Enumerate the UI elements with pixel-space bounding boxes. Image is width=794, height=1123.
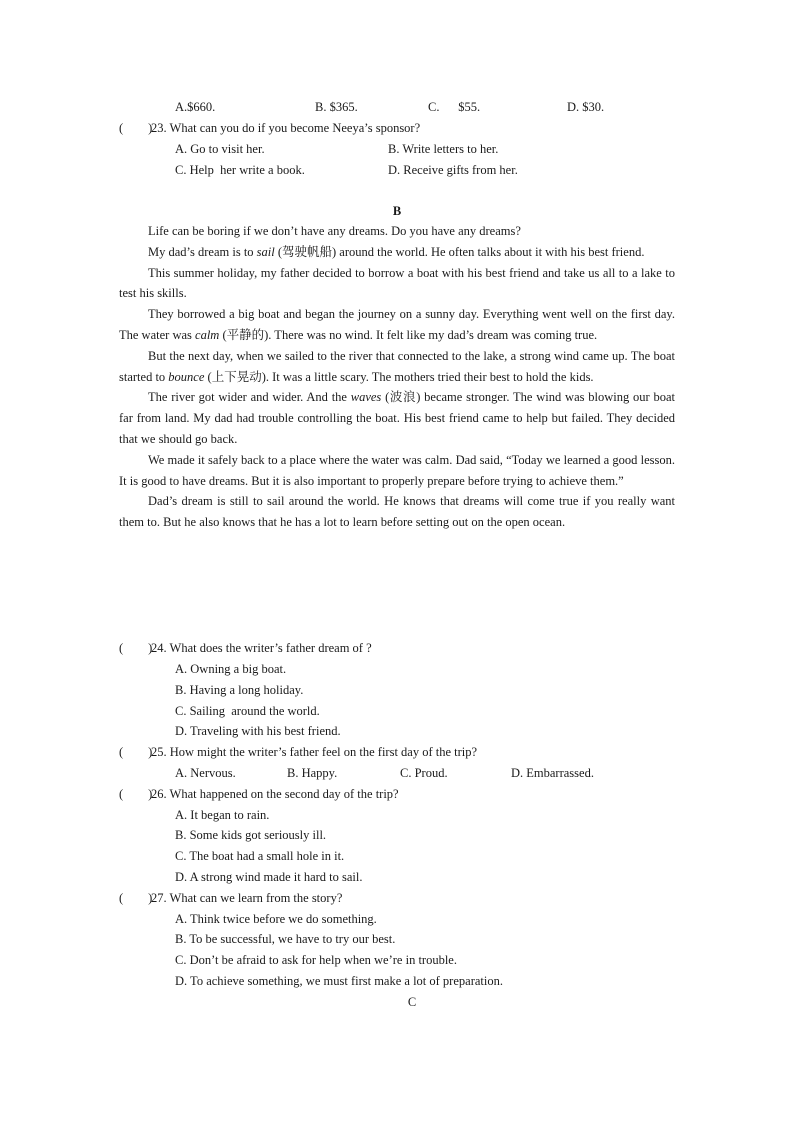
q22-option-b: B. $365. <box>315 100 358 114</box>
section-heading-b: B <box>392 204 402 218</box>
q22-option-c: C. $55. <box>428 100 481 114</box>
option-d: D. Receive gifts from her. <box>388 163 518 177</box>
paragraph: But the next day, when we sailed to the river that connected to the lake, a strong wind came up. The boat started to bounce (上下晃动). It was a little scary. The mothers tried their best to hold the kids. <box>119 348 675 384</box>
q22-option-d: D. $30. <box>567 100 605 114</box>
question-stem: 25. How might the writer’s father feel on the first day of the trip? <box>151 745 478 759</box>
option-d: D. Embarrassed. <box>511 766 594 780</box>
option-d: D. A strong wind made it hard to sail. <box>175 870 363 884</box>
option-c: C. Help her write a book. <box>175 163 305 177</box>
paragraph: The river got wider and wider. And the waves (波浪) became stronger. The wind was blowing our boat far from land. My dad had trouble controlling the boat. His best friend came to help but failed. They decided that we should go back. <box>119 390 675 446</box>
question-stem: 24. What does the writer’s father dream of ? <box>151 641 372 655</box>
question-stem: 26. What happened on the second day of the trip? <box>151 787 399 801</box>
option-d: D. To achieve something, we must first make a lot of preparation. <box>175 974 503 988</box>
option-c: C. Don’t be afraid to ask for help when we’re in trouble. <box>175 953 457 967</box>
option-d: D. Traveling with his best friend. <box>175 724 341 738</box>
option-b: B. To be successful, we have to try our best. <box>175 932 396 946</box>
paragraph: This summer holiday, my father decided to borrow a boat with his best friend and take us all to a lake to test his skills. <box>119 265 675 301</box>
option-a: A. Nervous. <box>175 766 236 780</box>
answer-bracket[interactable]: ( ) <box>119 787 153 801</box>
option-b: B. Write letters to her. <box>388 142 499 156</box>
paragraph: Dad’s dream is still to sail around the world. He knows that dreams will come true if you really want them to. But he also knows that he has a lot to learn before setting out on the open ocean. <box>119 494 675 530</box>
key-word: bounce <box>168 369 205 384</box>
passage-b <box>119 221 675 533</box>
answer-bracket[interactable]: ( ) <box>119 641 153 655</box>
paragraph: My dad’s dream is to sail (驾驶帆船) around the world. He often talks about it with his best friend. <box>148 244 645 259</box>
question-stem: 27. What can we learn from the story? <box>151 891 343 905</box>
option-a: A. It began to rain. <box>175 808 270 822</box>
option-b: B. Having a long holiday. <box>175 683 304 697</box>
option-a: A. Go to visit her. <box>175 142 265 156</box>
answer-bracket[interactable]: ( ) <box>119 121 153 135</box>
key-word: waves <box>350 390 382 405</box>
option-c: C. Proud. <box>400 766 448 780</box>
key-word: sail <box>256 244 275 259</box>
answer-bracket[interactable]: ( ) <box>119 891 153 905</box>
key-word: calm <box>195 327 220 342</box>
answer-bracket[interactable]: ( ) <box>119 745 153 759</box>
option-c: C. Sailing around the world. <box>175 704 320 718</box>
section-heading-c: C <box>407 995 417 1009</box>
question-stem: 23. What can you do if you become Neeya’s sponsor? <box>151 121 421 135</box>
paragraph: They borrowed a big boat and began the journey on a sunny day. Everything went well on the first day. The water was calm (平静的). There was no wind. It felt like my dad’s dream was coming true. <box>119 307 675 342</box>
q22-option-a: A.$660. <box>175 100 216 114</box>
option-c: C. The boat had a small hole in it. <box>175 849 345 863</box>
paragraph: We made it safely back to a place where the water was calm. Dad said, “Today we learned a good lesson. It is good to have dreams. But it is also important to properly prepare before trying to achieve them.” <box>119 452 675 488</box>
option-a: A. Think twice before we do something. <box>175 912 377 926</box>
option-b: B. Happy. <box>287 766 338 780</box>
option-a: A. Owning a big boat. <box>175 662 287 676</box>
option-b: B. Some kids got seriously ill. <box>175 828 327 842</box>
paragraph: Life can be boring if we don’t have any dreams. Do you have any dreams? <box>148 224 521 238</box>
